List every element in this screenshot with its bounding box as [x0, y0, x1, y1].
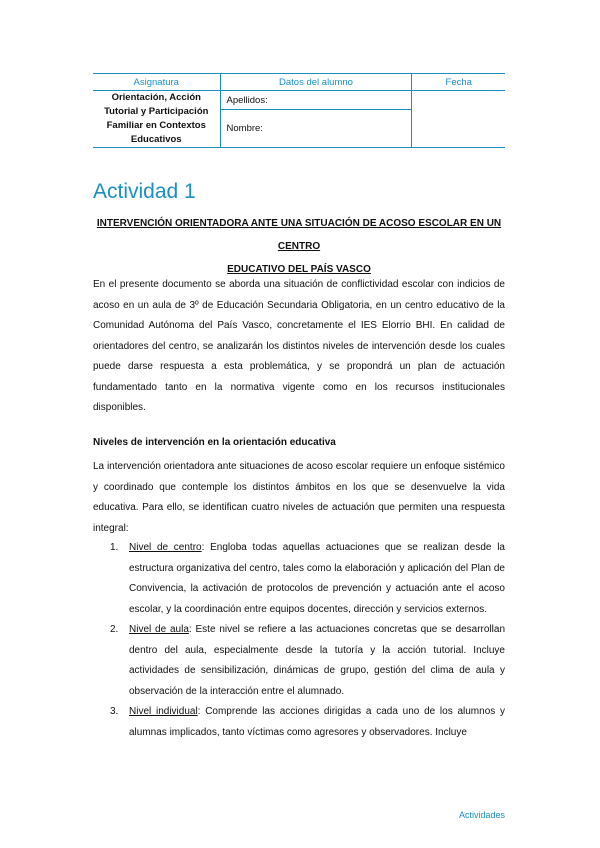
list-item-text: : Comprende las acciones dirigidas a cada uno de los alumnos y alumnas implicados, tanto víctimas como agresores y observadores. Incluye: [129, 706, 506, 738]
list-item-text: : Engloba todas aquellas actuaciones que se realizan desde la estructura organizativa del centro, tales como la elaboración y aplicación del Plan de Convivencia, la activación de protocolos de prevención y actuación ante el acoso escolar, y la coordinación entre equipos docentes, dirección y servicios externos.: [129, 542, 505, 615]
list-item-text: : Este nivel se refiere a las actuaciones concretas que se desarrollan dentro del aula, especialmente desde la tutoría y la acción tutorial. Incluye actividades de sensibilización, dinámicas de grupo, gestión del clima de aula y observación de la interacción entre el alumnado.: [129, 624, 506, 697]
subject-line: Tutorial y Participación: [104, 106, 209, 117]
document-title: [93, 212, 505, 281]
subject-line: Familiar en Contextos: [106, 120, 206, 131]
header-col-student: Datos del alumno: [220, 74, 412, 91]
list-item-name: Nivel individual: [129, 706, 198, 717]
date-field[interactable]: [412, 91, 505, 148]
section-paragraph: La intervención orientadora ante situaciones de acoso escolar requiere un enfoque sistémico y coordinado que contemple los distintos ámbitos en los que se desenvuelve la vida educativa. Para ello, se identifican cuatro niveles de actuación que permiten una respuesta integral:: [93, 461, 505, 534]
levels-list: [110, 538, 505, 743]
subject-cell: [93, 91, 220, 148]
subject-line: Orientación, Acción: [111, 92, 201, 103]
list-item-name: Nivel de centro: [129, 542, 202, 553]
list-item-number: 2.: [110, 624, 119, 635]
list-item: [110, 702, 505, 743]
document-title-line: INTERVENCIÓN ORIENTADORA ANTE UNA SITUACIÓN DE ACOSO ESCOLAR EN UN CENTRO: [96, 218, 502, 252]
footer-label: Actividades: [458, 810, 505, 820]
intro-paragraph: En el presente documento se aborda una situación de conflictividad escolar con indicios de acoso en un aula de 3º de Educación Secundaria Obligatoria, en un centro educativo de la Comunidad Autónoma del País Vasco, concretamente el IES Elorrio BHI. En calidad de orientadores del centro, se analizarán los distintos niveles de intervención desde los cuales puede darse respuesta a esta problemática, y se propondrá un plan de actuación fundamentado tanto en la normativa vigente como en los recursos institucionales disponibles.: [93, 279, 505, 413]
header-col-date: Fecha: [412, 74, 505, 91]
list-item-number: 1.: [110, 542, 119, 553]
header-col-subject: Asignatura: [93, 74, 220, 91]
list-item-number: 3.: [110, 706, 119, 717]
document-title-line: EDUCATIVO DEL PAÍS VASCO: [227, 264, 371, 275]
list-item: [110, 620, 505, 702]
surname-field[interactable]: Apellidos:: [220, 91, 412, 110]
section-heading: Niveles de intervención en la orientación educativa: [93, 437, 336, 448]
name-field[interactable]: Nombre:: [220, 110, 412, 148]
activity-title: Actividad 1: [93, 180, 196, 203]
subject-line: Educativos: [130, 134, 182, 145]
header-table: [93, 73, 505, 148]
list-item: [110, 538, 505, 620]
list-item-name: Nivel de aula: [129, 624, 189, 635]
